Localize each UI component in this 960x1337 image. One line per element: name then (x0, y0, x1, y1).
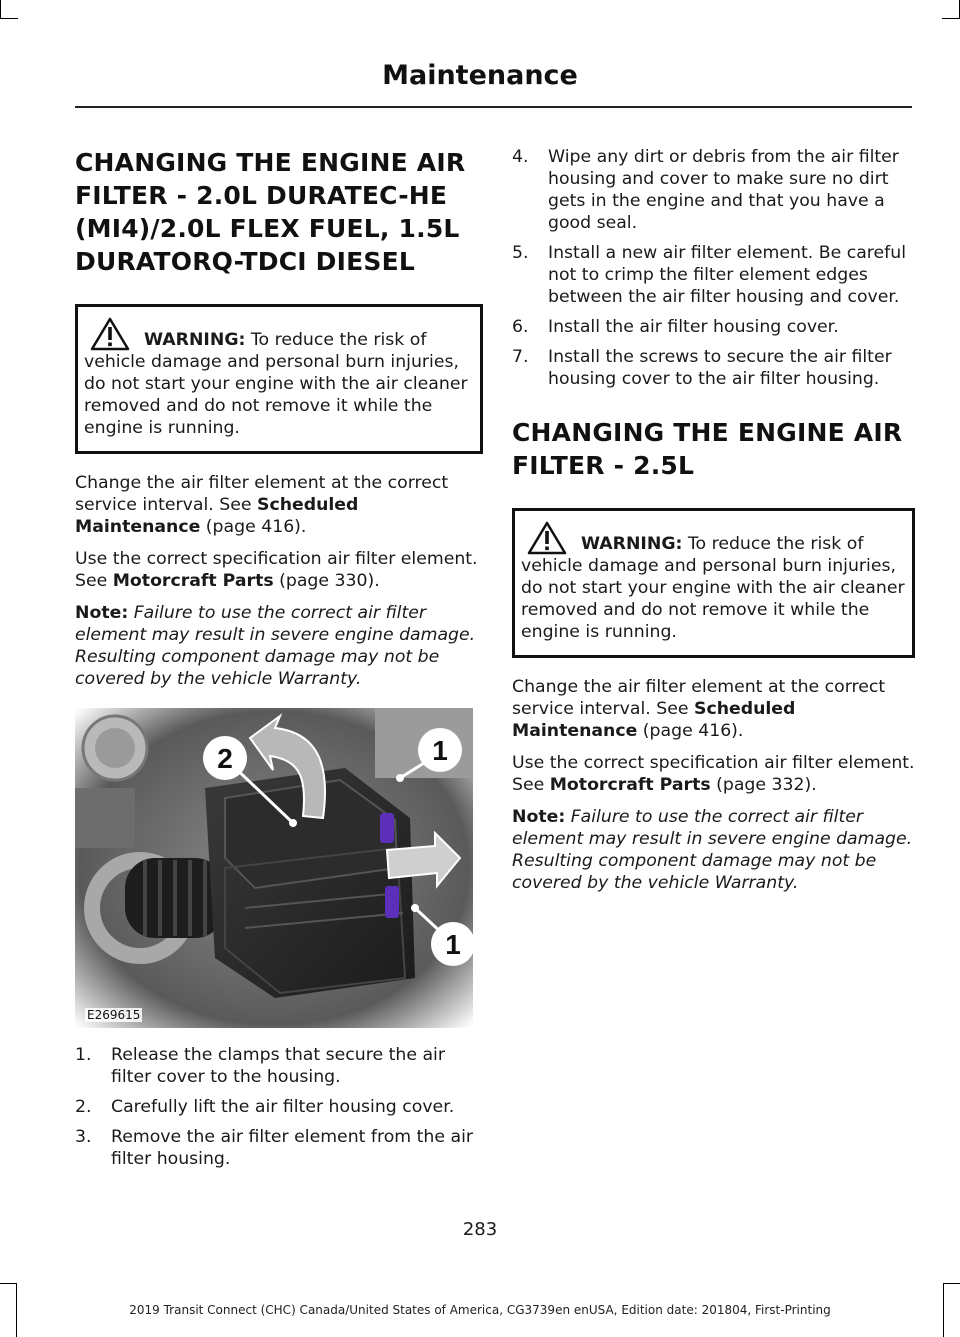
note-text: Failure to use the correct air filter element may result in severe engine damage. Resulting component damage may not be covered by the vehicle Warranty. (75, 603, 476, 689)
left-steps-list (75, 1044, 483, 1170)
section-heading: CHANGING THE ENGINE AIR FILTER - 2.0L DURATEC-HE (MI4)/2.0L FLEX FUEL, 1.5L DURATORQ-TDCI DIESEL (75, 148, 466, 276)
page-header-title: Maintenance (382, 60, 578, 91)
warning-label: WARNING: (144, 330, 246, 350)
list-item: 7. Install the screws to secure the air filter housing cover to the air filter housing. (512, 347, 892, 389)
specification-paragraph: Use the correct specification air filter element. See Motorcraft Parts (page 332). (512, 753, 915, 795)
crop-mark (0, 1283, 16, 1284)
warning-text: vehicle damage and personal burn injuries, do not start your engine with the air cleaner removed and do not remove it while the engine is running. (521, 556, 905, 642)
list-item: 5. Install a new air filter element. Be careful not to crimp the filter element edges between the air filter housing and cover. (512, 243, 907, 307)
note-text: Failure to use the correct air filter element may result in severe engine damage. Resulting component damage may not be covered by the vehicle Warranty. (512, 807, 913, 893)
note-label: Note: (75, 603, 129, 623)
warning-box (512, 508, 915, 658)
list-item: 2. Carefully lift the air filter housing cover. (75, 1097, 455, 1117)
header-divider (75, 106, 912, 108)
warning-text: vehicle damage and personal burn injuries, do not start your engine with the air cleaner removed and do not remove it while the engine is running. (84, 352, 468, 438)
clamp-upper-icon (380, 813, 394, 843)
interval-paragraph: Change the air filter element at the correct service interval. See Scheduled Maintenance (page 416). (512, 677, 886, 741)
scheduled-maintenance-link[interactable]: Scheduled Maintenance (512, 699, 796, 741)
engine-bay-illustration (75, 708, 473, 1028)
list-item: 1. Release the clamps that secure the air filter cover to the housing. (75, 1045, 445, 1087)
footer-text: 2019 Transit Connect (CHC) Canada/United States of America, CG3739en enUSA, Edition date: 201804, First-Printing (129, 1303, 831, 1317)
warning-first-line (521, 521, 906, 555)
page-number: 283 (462, 1219, 498, 1240)
warning-box (75, 304, 483, 454)
callout-1-upper: 1 (432, 735, 448, 766)
interval-paragraph: Change the air filter element at the correct service interval. See Scheduled Maintenance (page 416). (75, 473, 449, 537)
motorcraft-parts-link[interactable]: Motorcraft Parts (112, 571, 274, 591)
list-item: 4. Wipe any dirt or debris from the air filter housing and cover to make sure no dirt gets in the engine and that you have a good seal. (512, 147, 899, 233)
list-item: 3. Remove the air filter element from the air filter housing. (75, 1127, 473, 1169)
right-column (512, 146, 915, 906)
warning-first-line (84, 317, 474, 351)
note-paragraph (75, 602, 483, 690)
crop-mark (0, 18, 18, 19)
crop-mark (944, 1283, 960, 1284)
callout-2: 2 (217, 743, 233, 774)
crop-mark (0, 0, 1, 18)
air-filter-figure (75, 708, 473, 1028)
scheduled-maintenance-link[interactable]: Scheduled Maintenance (75, 495, 359, 537)
list-item: 6. Install the air filter housing cover. (512, 317, 839, 337)
warning-triangle-icon (90, 317, 130, 351)
warning-lead-text: To reduce the risk of (245, 330, 427, 350)
warning-triangle-icon (527, 521, 567, 555)
warning-lead-text: To reduce the risk of (682, 534, 864, 554)
note-paragraph (512, 806, 915, 894)
right-steps-list (512, 146, 915, 390)
figure-code: E269615 (87, 1008, 141, 1022)
warning-label: WARNING: (581, 534, 683, 554)
crop-mark (942, 18, 960, 19)
specification-paragraph: Use the correct specification air filter element. See Motorcraft Parts (page 330). (75, 549, 478, 591)
motorcraft-parts-link[interactable]: Motorcraft Parts (549, 775, 711, 795)
callout-1-lower: 1 (445, 929, 461, 960)
note-label: Note: (512, 807, 566, 827)
left-column (75, 146, 483, 1178)
section-heading: CHANGING THE ENGINE AIR FILTER - 2.5L (512, 418, 903, 480)
clamp-lower-icon (385, 886, 399, 918)
